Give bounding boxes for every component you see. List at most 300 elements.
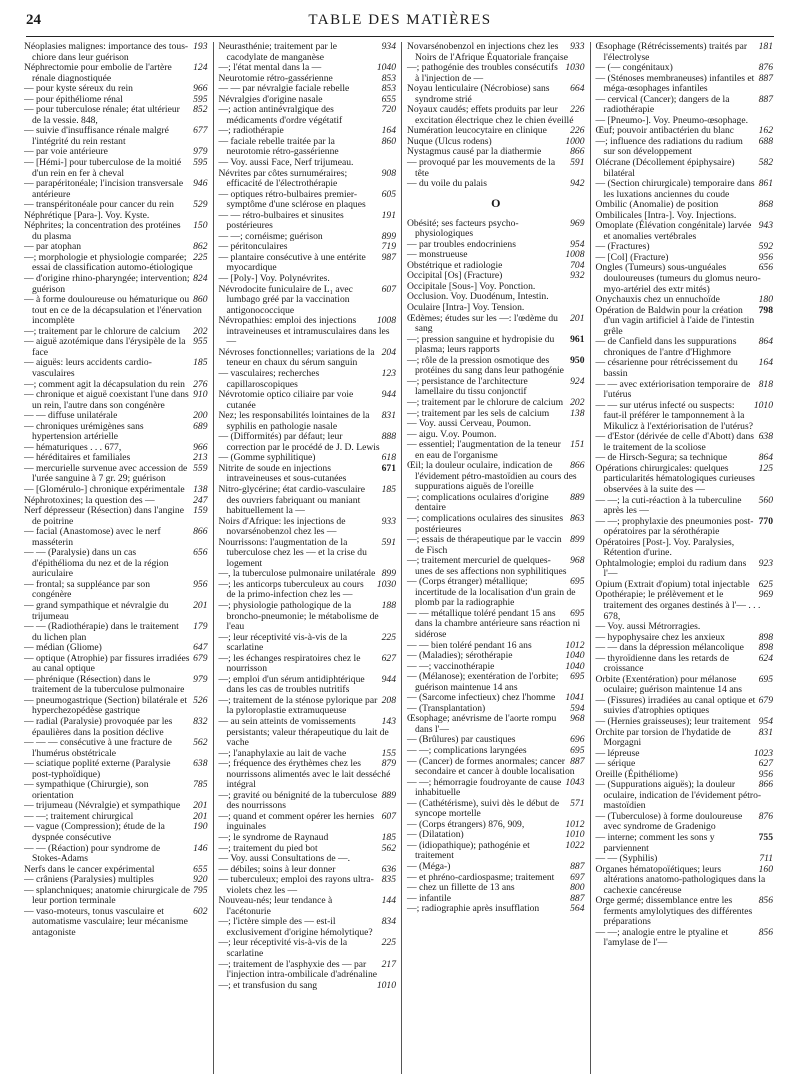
- entry-text: — thyroïdienne dans les retards de croissance: [595, 652, 729, 675]
- entry-text: —; comment agit la décapsulation du rein: [24, 378, 185, 390]
- page-header: [26, 12, 774, 34]
- page-reference: 876: [758, 62, 773, 74]
- page-reference: 636: [381, 863, 396, 875]
- entry-text: — —; analogie entre le ptyaline et l'amylase de l'—: [595, 926, 729, 949]
- page-reference: 146: [193, 842, 208, 854]
- entry-text: — lépreuse: [595, 747, 640, 759]
- entry-text: Opération de Baldwin pour la création d'un vagin artificiel à l'aide de l'intestin grêle: [595, 304, 755, 337]
- entry-text: Oreille (Épithéliome): [595, 768, 678, 780]
- index-entry: [596, 728, 774, 749]
- entry-text: — d'origine rhino-pharyngée; intervention; guérison: [24, 273, 190, 295]
- index-entry: [596, 179, 774, 200]
- entry-text: — —; traitement chirurgical: [24, 810, 134, 822]
- index-entry: [24, 253, 208, 274]
- entry-text: — optiques rétro-bulbaires premier-symptôme d'une sclérose en plaques: [218, 188, 366, 211]
- page-reference: 571: [570, 797, 585, 809]
- page-reference: 1040: [376, 62, 396, 74]
- entry-text: Obésité; ses facteurs psycho-physiologiques: [407, 217, 519, 240]
- entry-text: Néphrectomie pour embolie de l'artère rénale diagnostiquée: [24, 62, 172, 84]
- entry-text: — — (Paralysie) dans un cas d'épithélioma du nez et de la région auriculaire: [24, 547, 169, 580]
- page-reference: 679: [193, 652, 208, 664]
- running-title: TABLE DES MATIÈRES: [308, 12, 492, 28]
- index-entry: [24, 548, 208, 580]
- entry-text: Néphrotoxines; la question des —: [24, 494, 155, 506]
- index-entry: [24, 759, 208, 780]
- page-reference: 138: [193, 483, 208, 495]
- page-reference: 656: [758, 262, 773, 274]
- page-reference: 1008: [376, 315, 396, 327]
- index-entry: [596, 95, 774, 116]
- entry-text: Névrites par côtes surnuméraires; efficacité de l'électrothérapie: [218, 167, 348, 190]
- page-reference: 655: [381, 93, 396, 105]
- entry-text: Nourrissons: l'augmentation de la tuberculose chez les — et la crise du logement: [218, 536, 367, 569]
- index-entry: [407, 714, 585, 735]
- entry-text: — (Suppurations aiguës); la douleur oculaire, indication de l'évidement pétro-mastoïdien: [595, 779, 762, 812]
- index-entry: [24, 337, 208, 358]
- index-entry: [24, 654, 208, 675]
- entry-text: —; traitement par les sels de calcium: [407, 407, 550, 419]
- index-entry: [407, 757, 585, 778]
- index-entry: [24, 63, 208, 84]
- index-entry: [24, 717, 208, 738]
- page-reference: 863: [570, 512, 585, 524]
- page-reference: 276: [193, 378, 208, 390]
- page-reference: 1000: [565, 135, 585, 147]
- entry-text: — faciale rebelle traitée par la neurotomie rétro-gassérienne: [218, 135, 339, 158]
- index-entry: [219, 981, 397, 992]
- entry-text: — héréditaires et familiales: [24, 452, 131, 464]
- page-reference: 942: [570, 178, 585, 190]
- index-entry: [24, 506, 208, 527]
- entry-text: —; quand et comment opérer les hernies inguinales: [218, 810, 375, 833]
- page-reference: 226: [570, 104, 585, 116]
- index-entry: [24, 295, 208, 327]
- page-reference: 1010: [565, 829, 585, 841]
- page-reference: 899: [381, 230, 396, 242]
- entry-text: — péritonculaires: [218, 241, 288, 253]
- page-reference: 944: [381, 389, 396, 401]
- index-entry: [407, 841, 585, 862]
- index-entry: [407, 377, 585, 398]
- page-reference: 887: [570, 755, 585, 767]
- entry-text: — (Dilatation): [407, 829, 464, 841]
- entry-text: Oculaire [Intra-] Voy. Tension.: [407, 302, 525, 314]
- entry-text: —; les anticorps tuberculeux au cours de la primo-infection chez les —: [218, 578, 364, 601]
- index-entry: [24, 622, 208, 643]
- entry-text: — — avec extériorisation temporaire de l'utérus: [595, 378, 751, 401]
- entry-text: — cervical (Cancer); dangers de la radiothérapie: [595, 93, 730, 116]
- page-reference: 798: [758, 304, 773, 316]
- page-reference: 179: [193, 621, 208, 633]
- entry-text: — Voy. aussi Consultations de —.: [218, 853, 350, 865]
- page-reference: 160: [758, 863, 773, 875]
- entry-text: Occlusion. Voy. Duodénum, Intestin.: [407, 291, 549, 303]
- entry-text: — aiguë azotémique dans l'érysipèle de la face: [24, 336, 186, 358]
- entry-text: — [Poly-] Voy. Polynévrites.: [218, 273, 330, 285]
- entry-text: Œdèmes; études sur les —: l'œdème du sang: [407, 312, 558, 335]
- index-entry: [219, 211, 397, 232]
- page-reference: 124: [193, 62, 208, 74]
- page-reference: 225: [381, 937, 396, 949]
- entry-text: — interne; comment les sons y parviennent: [595, 832, 715, 854]
- page-reference: 887: [570, 861, 585, 873]
- entry-text: — —; la cuti-réaction à la tuberculine après les —: [595, 494, 742, 517]
- entry-text: —; traitement de la sténose pylorique par la pyloroplastie extramuqueuse: [218, 694, 378, 717]
- page-reference: 123: [381, 367, 396, 379]
- page-reference: 247: [193, 494, 208, 506]
- page-reference: 898: [758, 631, 773, 643]
- page-reference: 582: [758, 157, 773, 169]
- entry-text: — vaso-moteurs, tonus vasculaire et automatisme vasculaire; leur mécanisme antagoniste: [24, 905, 188, 938]
- page-reference: 201: [193, 599, 208, 611]
- page-reference: 143: [381, 716, 396, 727]
- page-reference: 933: [381, 515, 396, 527]
- entry-text: Ombilic (Anomalie) de position: [595, 199, 719, 211]
- entry-text: — de Hirsch-Segura; sa technique: [595, 452, 728, 464]
- page-reference: 695: [570, 671, 585, 683]
- index-entry: [407, 356, 585, 377]
- page-reference: 987: [381, 251, 396, 263]
- index-entry: [407, 335, 585, 356]
- index-columns: [24, 42, 778, 1074]
- index-entry: [24, 844, 208, 865]
- entry-text: Néoplasies malignes: importance des tous-chiore dans leur guérison: [24, 42, 189, 63]
- index-entry: [596, 896, 774, 928]
- entry-text: Œsophage; anévrisme de l'aorte rompu dans l'—: [407, 713, 557, 735]
- entry-text: Nuque (Ulcus rodens): [407, 135, 492, 147]
- index-entry: [596, 401, 774, 433]
- page-reference: 201: [570, 312, 585, 324]
- page-reference: 946: [193, 178, 208, 190]
- index-entry: [219, 938, 397, 959]
- page-reference: 943: [758, 220, 773, 232]
- index-entry: [219, 137, 397, 158]
- page-reference: 889: [381, 789, 396, 801]
- entry-text: — essentiel; l'augmentation de la teneur en eau de l'organisme: [407, 439, 561, 461]
- entry-text: Onychauxis chez un ennuchoïde: [595, 294, 720, 306]
- entry-text: Opium (Extrait d'opium) total injectable: [595, 578, 750, 590]
- entry-text: Néphrétique [Para-]. Voy. Kyste.: [24, 209, 150, 221]
- page-reference: 860: [193, 294, 208, 306]
- index-entry: [596, 833, 774, 854]
- entry-text: —; le syndrome de Raynaud: [218, 832, 329, 844]
- entry-text: — trijumeau (Névralgie) et sympathique: [24, 800, 181, 812]
- index-entry: [596, 464, 774, 496]
- entry-text: Ophtalmologie; emploi du radium dans l'—: [595, 557, 747, 580]
- page-reference: 193: [193, 42, 208, 52]
- index-entry: [219, 875, 397, 896]
- entry-text: — Voy. aussi Cerveau, Poumon.: [407, 418, 532, 430]
- page-reference: 968: [570, 713, 585, 725]
- entry-text: —; et transfusion du sang: [218, 979, 318, 991]
- page-reference: 887: [758, 72, 773, 84]
- page-reference: 866: [758, 779, 773, 791]
- page-reference: 564: [570, 903, 585, 915]
- entry-text: Nerf dépresseur (Résection) dans l'angine de poitrine: [24, 505, 184, 527]
- entry-text: —; les échanges respiratoires chez le nourrisson: [218, 652, 361, 675]
- page-reference: 932: [570, 270, 585, 282]
- index-entry: [219, 601, 397, 633]
- index-entry: [219, 696, 397, 717]
- index-entry: [24, 886, 208, 907]
- page-reference: 1030: [565, 62, 585, 74]
- entry-text: —; l'anaphylaxie au lait de vache: [218, 747, 347, 759]
- entry-text: — par voie antérieure: [24, 146, 108, 158]
- page-reference: 190: [193, 821, 208, 833]
- entry-text: Orge germé; dissemblance entre les ferments amylolytiques des différentes préparations: [595, 895, 753, 928]
- page-reference: 860: [381, 135, 396, 147]
- index-entry: [407, 514, 585, 535]
- page-reference: 956: [193, 578, 208, 590]
- page-reference: 966: [193, 441, 208, 453]
- entry-text: — et phréno-cardiospasme; traitement: [407, 871, 555, 883]
- entry-text: —; complications oculaires d'origine dentaire: [407, 491, 549, 514]
- entry-text: — de Canfield dans les suppurations chroniques de l'antre d'Highmore: [595, 336, 737, 358]
- index-entry: [596, 432, 774, 453]
- index-entry: [219, 633, 397, 654]
- entry-text: Névrotomie optico ciliaire par voie cutanée: [218, 389, 354, 411]
- index-entry: [219, 190, 397, 211]
- entry-text: Neurotomie rétro-gassérienne: [218, 72, 333, 84]
- entry-text: —; physiologie pathologique de la broncho-pneumonie; le métabolisme de l'eau: [218, 599, 379, 633]
- page-reference: 191: [381, 209, 396, 221]
- entry-text: —; action antinévralgique des médicaments d'ordre végétatif: [218, 104, 343, 126]
- entry-text: — débiles; soins à leur donner: [218, 863, 336, 875]
- page-reference: 627: [381, 652, 396, 664]
- entry-text: — suivie d'insuffisance rénale malgré l'intégrité du rein restant: [24, 125, 169, 147]
- entry-text: — — par névralgie faciale rebelle: [218, 83, 350, 95]
- entry-text: — — diffuse unilatérale: [24, 410, 118, 422]
- entry-text: Noyaux caudés; effets produits par leur excitation électrique chez le chien éveillé: [407, 104, 574, 126]
- entry-text: — infantile: [407, 892, 451, 904]
- page-reference: 755: [758, 832, 773, 844]
- index-entry: [596, 654, 774, 675]
- page-reference: 627: [758, 758, 773, 770]
- index-entry: [219, 169, 397, 190]
- index-entry: [219, 759, 397, 791]
- entry-text: Opothérapie; le prélèvement et le traitement des organes destinés à l'— . . . 678,: [595, 589, 761, 622]
- index-entry: [219, 432, 397, 453]
- index-entry: [24, 527, 208, 548]
- page-reference: 594: [570, 702, 585, 714]
- entry-text: — — (Réaction) pour syndrome de Stokes-Adams: [24, 842, 161, 865]
- page-reference: 979: [193, 146, 208, 158]
- page-reference: 559: [193, 462, 208, 474]
- page-reference: 720: [381, 104, 396, 116]
- index-entry: [407, 219, 585, 240]
- entry-text: — — — consécutive à une fracture de l'humérus obstétricale: [24, 737, 172, 759]
- entry-text: — sympathique (Chirurgie), son orientation: [24, 779, 149, 801]
- page-reference: 591: [570, 157, 585, 169]
- entry-text: Noirs d'Afrique: les injections de novarsénobenzol chez les —: [218, 515, 346, 538]
- index-entry: [24, 126, 208, 147]
- entry-text: — crâniens (Paralysies) multiples: [24, 874, 154, 886]
- entry-text: — (Fissures) irradiées au canal optique et suivies d'atrophies optiques: [595, 694, 756, 717]
- page-number: 24: [26, 12, 41, 28]
- page-reference: 818: [758, 378, 773, 390]
- section-letter: O: [491, 195, 501, 210]
- entry-text: Occipitale [Sous-] Voy. Ponction.: [407, 280, 536, 292]
- index-entry: [24, 601, 208, 622]
- entry-text: Néphrites; la concentration des protéines du plasma: [24, 220, 181, 242]
- page-reference: 770: [758, 515, 773, 527]
- page-reference: 868: [758, 199, 773, 211]
- page-reference: 595: [193, 157, 208, 169]
- index-entry: [407, 778, 585, 799]
- entry-text: Omoplate (Élévation congénitale) larvée et anomalies vertébrales: [595, 220, 752, 242]
- entry-text: Nitro-glycérine; état cardio-vasculaire des ouvriers fabriquant ou maniant habituellement la —: [218, 483, 365, 517]
- page-reference: 920: [193, 874, 208, 886]
- index-entry: [596, 74, 774, 95]
- entry-text: — (Maladies); sérothérapie: [407, 650, 513, 662]
- index-entry: [596, 928, 774, 949]
- entry-text: — du voile du palais: [407, 178, 487, 190]
- page-reference: 664: [570, 83, 585, 95]
- index-entry: [219, 464, 397, 485]
- entry-text: — — bien toléré pendant 16 ans: [407, 639, 532, 651]
- index-entry: [407, 535, 585, 556]
- index-entry: [596, 517, 774, 538]
- index-entry: [596, 137, 774, 158]
- page-reference: 185: [193, 357, 208, 369]
- entry-text: —; persistance de l'architecture lamellaire du tissu conjonctif: [407, 375, 528, 398]
- entry-text: Nez; les responsabilités lointaines de la syphilis en pathologie nasale: [218, 410, 370, 432]
- entry-text: — [Glomérulo-] chronique expérimentale: [24, 483, 185, 495]
- page-reference: 679: [758, 694, 773, 706]
- page-reference: 188: [381, 599, 396, 611]
- entry-text: — [Hémi-] pour tuberculose de la moitié d'un rein en fer à cheval: [24, 157, 182, 179]
- page-reference: 979: [193, 673, 208, 685]
- page-reference: 204: [381, 346, 396, 358]
- index-entry: [596, 496, 774, 517]
- entry-text: —; pathogénie des troubles consécutifs à l'injection de —: [407, 62, 558, 84]
- entry-text: Névroses fonctionnelles; variations de la teneur en chaux du sérum sanguin: [218, 346, 375, 369]
- entry-text: — — rétro-bulbaires et sinusites postérieures: [218, 209, 344, 232]
- page-reference: 1040: [565, 660, 585, 672]
- index-entry: [24, 274, 208, 295]
- page-reference: 226: [570, 125, 585, 137]
- page-reference: 923: [758, 557, 773, 569]
- entry-text: — pour épithéliome rénal: [24, 93, 123, 105]
- page-reference: 1012: [565, 639, 585, 651]
- entry-text: Opérations chirurgicales: quelques particularités hématologiques curieuses observées à la suite des —: [595, 462, 755, 495]
- entry-text: — Voy. aussi Métrorragies.: [595, 621, 701, 633]
- index-entry: [219, 105, 397, 126]
- entry-text: — (Cathétérisme), suivi dès le début de syncope mortelle: [407, 797, 560, 820]
- index-entry: [219, 42, 397, 63]
- page-reference: 688: [758, 135, 773, 147]
- entry-text: — au sein atteints de vomissements persistants; valeur thérapeutique du lait de vache: [218, 716, 389, 749]
- entry-text: — (Brûlures) par caustiques: [407, 734, 516, 746]
- page-reference: 607: [381, 283, 396, 295]
- page-reference: 602: [193, 905, 208, 917]
- entry-text: —; l'ictère simple des — est-il exclusivement d'origine hémolytique?: [218, 916, 373, 938]
- entry-text: — (Méga-): [407, 861, 451, 873]
- entry-text: Nerfs dans le cancer expérimental: [24, 863, 155, 875]
- entry-text: — transpéritonéale pour cancer du rein: [24, 199, 174, 211]
- page-reference: 711: [759, 853, 773, 865]
- entry-text: — d'Estor (dérivée de celle d'Abott) dans le traitement de la scoliose: [595, 431, 755, 453]
- entry-text: —; l'état mental dans la —: [218, 62, 322, 74]
- entry-text: Œsophage (Rétrécissements) traités par l'électrolyse: [595, 42, 748, 63]
- index-entry: [596, 306, 774, 338]
- entry-text: — — dans la dépression mélancolique: [595, 642, 744, 654]
- entry-text: — —; cornéisme; guérison: [218, 230, 323, 242]
- page-reference: 719: [381, 241, 396, 253]
- page-reference: 961: [570, 333, 585, 345]
- page-reference: 562: [193, 737, 208, 749]
- entry-text: — par atophan: [24, 241, 82, 253]
- index-entry: [596, 337, 774, 358]
- page-reference: 225: [381, 631, 396, 643]
- page-reference: 954: [570, 238, 585, 250]
- index-entry: [219, 390, 397, 411]
- index-entry: [219, 580, 397, 601]
- index-entry: [24, 696, 208, 717]
- page-reference: 1030: [376, 578, 396, 590]
- index-column-3: [401, 42, 590, 1074]
- page-reference: 887: [758, 93, 773, 105]
- entry-text: —; radiographie après insufflation: [407, 903, 540, 915]
- entry-text: — (Corps étranger) métallique; incertitude de la localisation d'un grain de plomb par la radiographie: [407, 576, 576, 609]
- entry-text: Opératoires [Post-]. Voy. Paralysies, Rétention d'urine.: [595, 536, 735, 559]
- entry-text: — radial (Paralysie) provoquée par les épaulières dans la position déclive: [24, 716, 173, 738]
- index-entry: [24, 358, 208, 379]
- index-entry: [24, 580, 208, 601]
- index-entry: [407, 799, 585, 820]
- entry-text: Orchite par torsion de l'hydatide de Morgagni: [595, 726, 731, 749]
- entry-text: Œil; la douleur oculaire, indication de l'évidement pétro-mastoïdien au cours des suppurations aiguës de l'oreille: [407, 460, 577, 493]
- entry-text: —; pression sanguine et hydropisie du plasma; leurs rapports: [407, 333, 555, 356]
- page-reference: 795: [193, 884, 208, 896]
- page-reference: 225: [193, 251, 208, 263]
- entry-text: — — (Syphilis): [595, 853, 658, 865]
- entry-text: — vague (Compression); étude de la dyspnée consécutive: [24, 821, 165, 844]
- page-reference: 969: [570, 217, 585, 229]
- entry-text: —; gravité ou bénignité de la tuberculose des nourrissons: [218, 789, 378, 812]
- page-reference: 955: [193, 336, 208, 348]
- index-entry: [219, 316, 397, 348]
- index-entry: [596, 158, 774, 179]
- index-entry: [219, 485, 397, 517]
- page-reference: 924: [570, 375, 585, 387]
- page-reference: 704: [570, 259, 585, 271]
- entry-text: — [Pneumo-]. Voy. Pneumo-œsophage.: [595, 114, 749, 126]
- page-reference: 695: [570, 745, 585, 756]
- page-reference: 899: [381, 568, 396, 580]
- entry-text: Obstétrique et radiologie: [407, 259, 503, 271]
- entry-text: —; rôle de la pression osmotique des protéines du sang dans leur pathogénie: [407, 354, 564, 377]
- entry-text: Novarsénobenzol en injections chez les Noirs de l'Afrique Équatoriale française: [407, 42, 569, 63]
- page-reference: 697: [570, 871, 585, 883]
- index-entry: [407, 63, 585, 84]
- page-reference: 591: [381, 536, 396, 548]
- index-entry: [24, 907, 208, 939]
- entry-text: Neurasthénie; traitement par le cacodylate de manganèse: [218, 42, 338, 63]
- entry-text: — pneumogastrique (Section) bilatérale et hyperchezopédèse gastrique: [24, 694, 188, 717]
- entry-text: — médian (Gliome): [24, 642, 102, 654]
- index-entry: [219, 369, 397, 390]
- page-reference: 202: [193, 325, 208, 337]
- page-reference: 201: [193, 810, 208, 822]
- entry-text: — monstrueuse: [407, 249, 468, 261]
- entry-text: Ombilicales [Intra-]. Voy. Injections.: [595, 209, 737, 221]
- index-entry: [219, 538, 397, 570]
- page-reference: 125: [758, 462, 773, 474]
- index-column-1: [24, 42, 213, 1074]
- index-entry: [596, 380, 774, 401]
- page-reference: 526: [193, 694, 208, 706]
